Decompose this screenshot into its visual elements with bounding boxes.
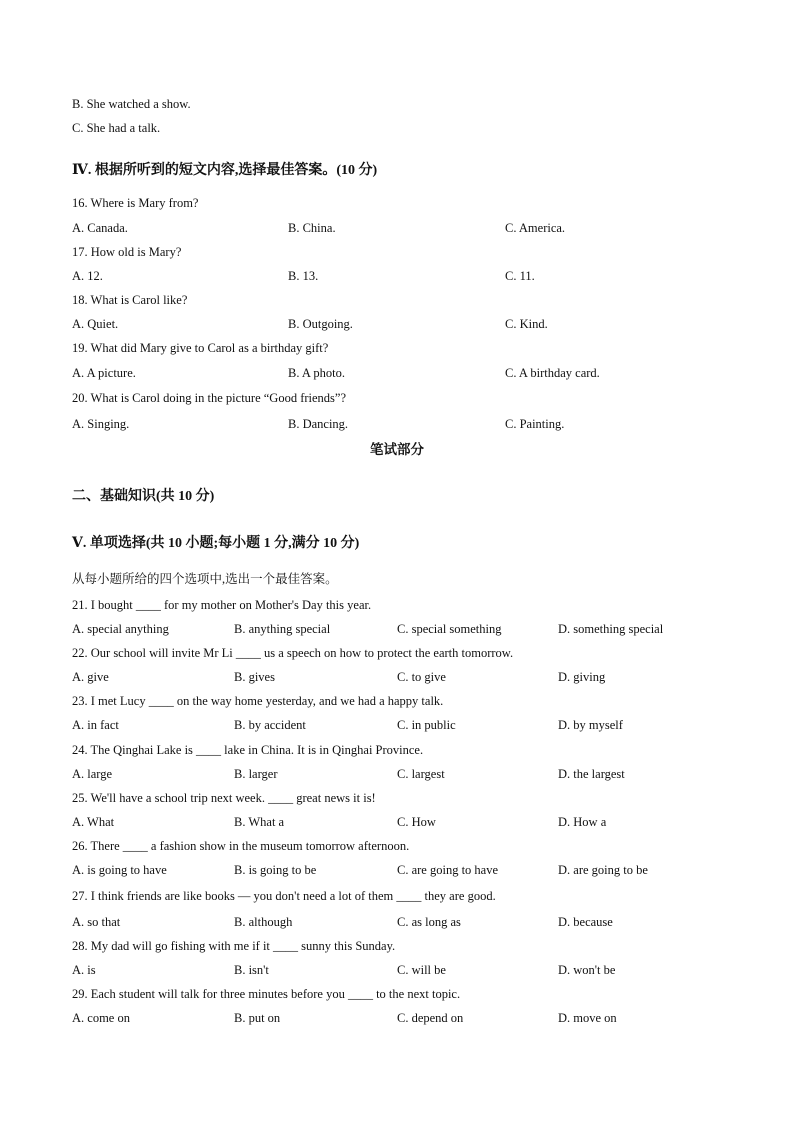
q18-option-b: B. Outgoing. [288,317,353,331]
part-two-heading: 二、基础知识(共 10 分) [72,489,215,504]
q28-option-b: B. isn't [234,963,269,977]
prev-option-c: C. She had a talk. [72,121,161,135]
q22-option-a: A. give [72,670,109,684]
q27-option-d: D. because [558,915,613,929]
q23-option-b: B. by accident [234,718,306,732]
prev-option-b: B. She watched a show. [72,97,191,111]
question-26: 26. There ____ a fashion show in the museum tomorrow afternoon. [72,839,410,853]
q26-option-d: D. are going to be [558,863,648,877]
q16-option-c: C. America. [505,221,566,235]
section-iv-heading: Ⅳ. 根据所听到的短文内容,选择最佳答案。(10 分) [72,163,378,178]
q25-option-b: B. What a [234,815,285,829]
q29-option-d: D. move on [558,1011,617,1025]
question-23: 23. I met Lucy ____ on the way home yesterday, and we had a happy talk. [72,694,444,708]
q17-option-a: A. 12. [72,269,103,283]
q28-option-a: A. is [72,963,96,977]
q21-option-a: A. special anything [72,622,169,636]
section-v-instruction: 从每小题所给的四个选项中,选出一个最佳答案。 [72,572,338,586]
question-25: 25. We'll have a school trip next week. ____ great news it is! [72,791,376,805]
q22-option-d: D. giving [558,670,606,684]
q24-option-a: A. large [72,767,113,781]
section-v-heading: Ⅴ. 单项选择(共 10 小题;每小题 1 分,满分 10 分) [72,536,360,551]
q26-option-a: A. is going to have [72,863,167,877]
q24-option-c: C. largest [397,767,445,781]
q24-option-b: B. larger [234,767,278,781]
q25-option-d: D. How a [558,815,607,829]
question-21: 21. I bought ____ for my mother on Mother's Day this year. [72,598,372,612]
q25-option-a: A. What [72,815,115,829]
q22-option-b: B. gives [234,670,275,684]
question-24: 24. The Qinghai Lake is ____ lake in China. It is in Qinghai Province. [72,743,424,757]
q21-option-d: D. something special [558,622,664,636]
question-20: 20. What is Carol doing in the picture “Good friends”? [72,391,347,405]
q24-option-d: D. the largest [558,767,625,781]
question-29: 29. Each student will talk for three minutes before you ____ to the next topic. [72,987,461,1001]
question-27: 27. I think friends are like books — you don't need a lot of them ____ they are good. [72,889,496,903]
q23-option-c: C. in public [397,718,456,732]
question-19: 19. What did Mary give to Carol as a birthday gift? [72,341,329,355]
q28-option-d: D. won't be [558,963,616,977]
q27-option-a: A. so that [72,915,121,929]
q19-option-c: C. A birthday card. [505,366,600,380]
q21-option-c: C. special something [397,622,502,636]
question-18: 18. What is Carol like? [72,293,188,307]
q29-option-b: B. put on [234,1011,281,1025]
question-28: 28. My dad will go fishing with me if it ____ sunny this Sunday. [72,939,396,953]
q19-option-b: B. A photo. [288,366,345,380]
written-part-title: 笔试部分 [370,442,424,457]
q18-option-a: A. Quiet. [72,317,119,331]
q23-option-d: D. by myself [558,718,623,732]
q27-option-c: C. as long as [397,915,461,929]
q27-option-b: B. although [234,915,293,929]
q20-option-c: C. Painting. [505,417,565,431]
q20-option-a: A. Singing. [72,417,130,431]
q28-option-c: C. will be [397,963,446,977]
q21-option-b: B. anything special [234,622,331,636]
q20-option-b: B. Dancing. [288,417,349,431]
q18-option-c: C. Kind. [505,317,548,331]
q16-option-a: A. Canada. [72,221,128,235]
q17-option-b: B. 13. [288,269,319,283]
q26-option-c: C. are going to have [397,863,499,877]
q29-option-a: A. come on [72,1011,130,1025]
question-17: 17. How old is Mary? [72,245,182,259]
q19-option-a: A. A picture. [72,366,136,380]
q25-option-c: C. How [397,815,436,829]
q29-option-c: C. depend on [397,1011,464,1025]
q23-option-a: A. in fact [72,718,119,732]
question-22: 22. Our school will invite Mr Li ____ us a speech on how to protect the earth tomorrow. [72,646,514,660]
q22-option-c: C. to give [397,670,446,684]
q26-option-b: B. is going to be [234,863,317,877]
q16-option-b: B. China. [288,221,336,235]
question-16: 16. Where is Mary from? [72,196,199,210]
q17-option-c: C. 11. [505,269,535,283]
